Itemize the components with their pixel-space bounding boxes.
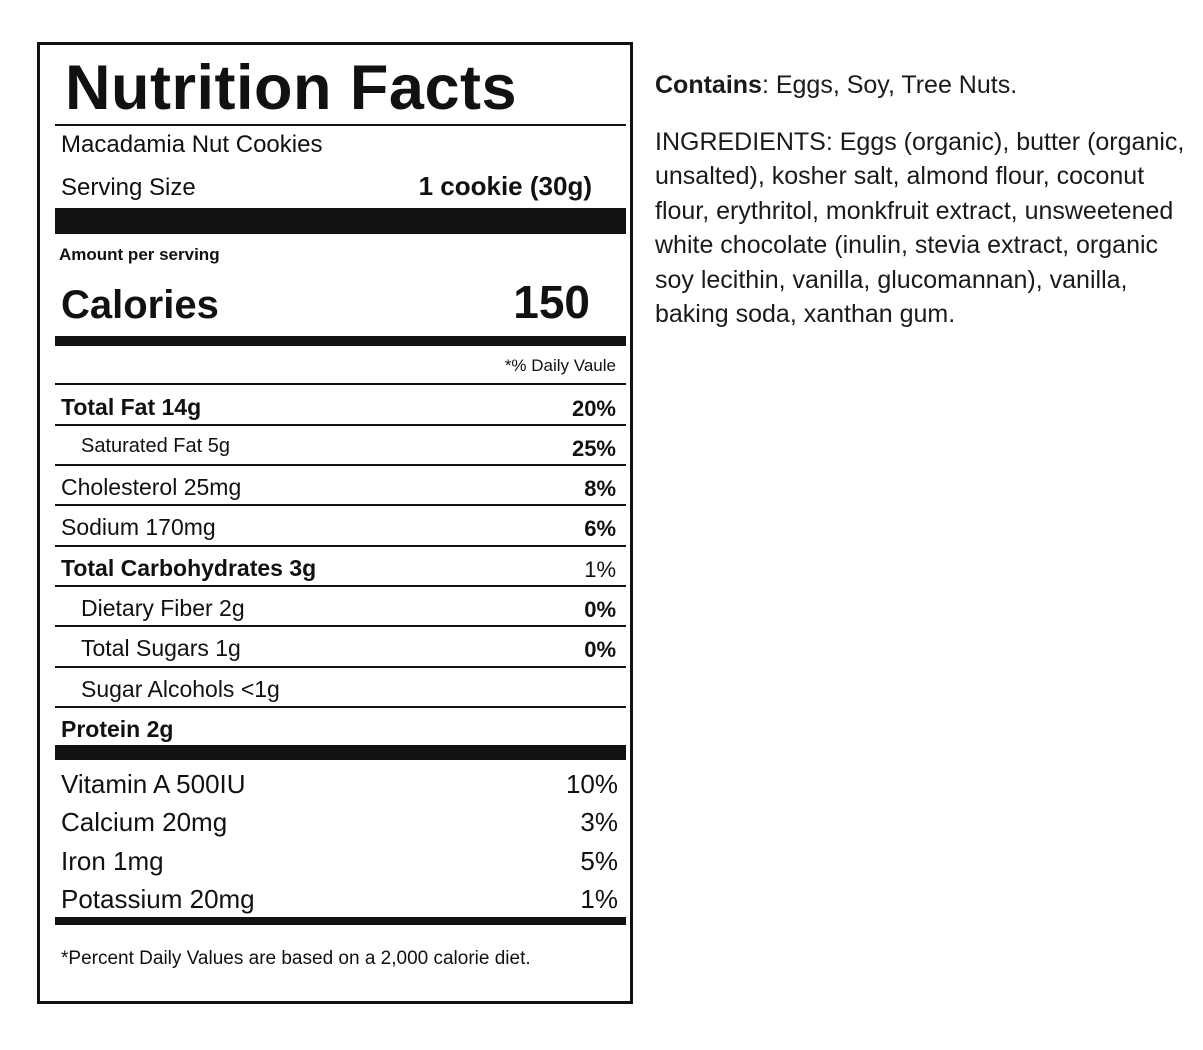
nutrient-dv: 0% [584,597,616,622]
nutrient-dv: 25% [571,436,616,461]
nutrient-name: Dietary Fiber 2g [81,595,245,621]
nutrient-name: Total Carbohydrates 3g [61,555,317,581]
divider [55,124,626,126]
thick-divider [55,745,626,760]
vitamin-dv: 1% [580,884,618,914]
nutrient-name: Cholesterol 25mg [61,474,242,500]
nutrient-row-saturated-fat [55,426,626,462]
amount-per-serving: Amount per serving [59,245,220,264]
contains-text: : Eggs, Soy, Tree Nuts. [761,71,1018,99]
vitamin-name: Calcium 20mg [61,807,228,837]
allergen-statement [655,68,1195,102]
nutrient-name: Sodium 170mg [61,514,216,540]
vitamin-row-potassium [55,878,626,916]
vitamin-row-calcium [55,801,626,839]
vitamin-row-vitamin-a [55,763,626,801]
nutrient-dv: 1% [584,557,616,582]
nutrient-row-dietary-fiber [55,587,626,623]
vitamin-name: Potassium 20mg [61,884,255,914]
footnote: *Percent Daily Values are based on a 2,000 calorie diet. [61,948,531,969]
nutrient-name: Sugar Alcohols <1g [81,676,280,702]
nutrition-facts-label [37,42,633,1004]
calories-value: 150 [513,276,590,328]
calories-label: Calories [61,283,219,327]
nutrient-name: Protein 2g [61,716,174,742]
nutrient-dv: 8% [584,476,616,501]
nutrient-dv: 6% [584,516,616,541]
nutrient-row-total-carbohydrates [55,547,626,583]
vitamin-dv: 10% [565,769,618,799]
nutrient-row-total-fat [55,386,626,422]
daily-value-header: *% Daily Vaule [504,356,616,375]
nutrient-row-total-sugars [55,627,626,663]
vitamin-name: Iron 1mg [61,846,164,876]
nutrient-name: Total Fat 14g [61,394,202,420]
vitamin-name: Vitamin A 500IU [61,769,246,799]
serving-size-value: 1 cookie (30g) [418,171,592,201]
nutrient-name: Saturated Fat 5g [81,435,230,457]
product-name: Macadamia Nut Cookies [61,131,323,158]
nutrient-row-sodium [55,506,626,542]
nutrient-dv: 0% [584,637,616,662]
serving-size-label: Serving Size [61,174,196,201]
nutrient-row-sugar-alcohols [55,668,626,704]
medium-divider [55,917,626,925]
label-title: Nutrition Facts [65,53,518,123]
thick-divider [55,208,626,234]
ingredients-text: INGREDIENTS: Eggs (organic), butter (organic, unsalted), kosher salt, almond flour, coconut flour, erythritol, monkfruit extract, unsweetened white chocolate (inulin, stevia extract, organic soy lecithin, vanilla, glucomannan), vanilla, baking soda, xanthan gum. [655,128,1185,329]
divider [55,383,626,385]
contains-label: Contains [655,71,762,99]
vitamin-dv: 3% [580,807,618,837]
nutrient-dv: 20% [571,396,616,421]
vitamin-row-iron [55,840,626,878]
nutrient-row-cholesterol [55,466,626,502]
nutrient-name: Total Sugars 1g [81,635,241,661]
medium-divider [55,336,626,346]
nutrient-row-protein [55,708,626,744]
vitamin-dv: 5% [580,846,618,876]
